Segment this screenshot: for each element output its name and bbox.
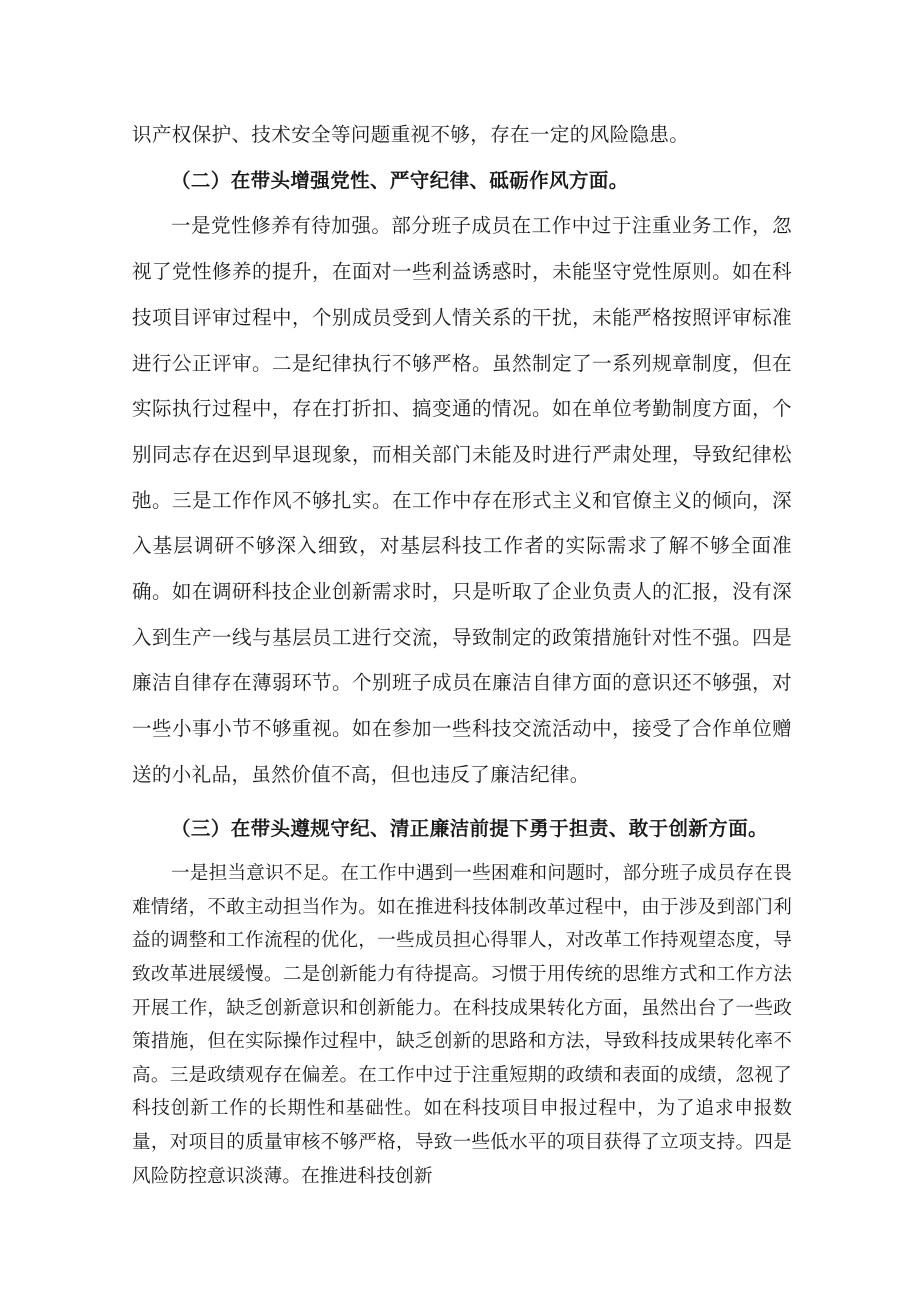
document-body <box>132 112 792 1193</box>
section-heading-2: （二）在带头增强党性、严守纪律、砥砺作风方面。 <box>171 168 629 192</box>
paragraph-section-2: 一是党性修养有待加强。部分班子成员在工作中过于注重业务工作，忽视了党性修养的提升，在面对一些利益诱惑时，未能坚守党性原则。如在科技项目评审过程中，个别成员受到人情关系的干扰，未能严格按照评审标准进行公正评审。二是纪律执行不够严格。虽然制定了一系列规章制度，但在实际执行过程中，存在打折扣、搞变通的情况。如在单位考勤制度方面，个别同志存在迟到早退现象，而相关部门未能及时进行严肃处理，导致纪律松弛。三是工作作风不够扎实。在工作中存在形式主义和官僚主义的倾向，深入基层调研不够深入细致，对基层科技工作者的实际需求了解不够全面准确。如在调研科技企业创新需求时，只是听取了企业负责人的汇报，没有深入到生产一线与基层员工进行交流，导致制定的政策措施针对性不强。四是廉洁自律存在薄弱环节。个别班子成员在廉洁自律方面的意识还不够强，对一些小事小节不够重视。如在参加一些科技交流活动中，接受了合作单位赠送的小礼品，虽然价值不高，但也违反了廉洁纪律。 <box>132 214 792 786</box>
paragraph-section-3: 一是担当意识不足。在工作中遇到一些困难和问题时，部分班子成员存在畏难情绪，不敢主动担当作为。如在推进科技体制改革过程中，由于涉及到部门利益的调整和工作流程的优化，一些成员担心得罪人，对改革工作持观望态度，导致改革进展缓慢。二是创新能力有待提高。习惯于用传统的思维方式和工作方法开展工作，缺乏创新意识和创新能力。在科技成果转化方面，虽然出台了一些政策措施，但在实际操作过程中，缺乏创新的思路和方法，导致科技成果转化率不高。三是政绩观存在偏差。在工作中过于注重短期的政绩和表面的成绩，忽视了科技创新工作的长期性和基础性。如在科技项目申报过程中，为了追求申报数量，对项目的质量审核不够严格，导致一些低水平的项目获得了立项支持。四是风险防控意识淡薄。在推进科技创新 <box>132 863 792 1187</box>
paragraph-continuation: 识产权保护、技术安全等问题重视不够，存在一定的风险隐患。 <box>132 123 690 146</box>
section-heading-3: （三）在带头遵规守纪、清正廉洁前提下勇于担责、敢于创新方面。 <box>171 816 769 840</box>
